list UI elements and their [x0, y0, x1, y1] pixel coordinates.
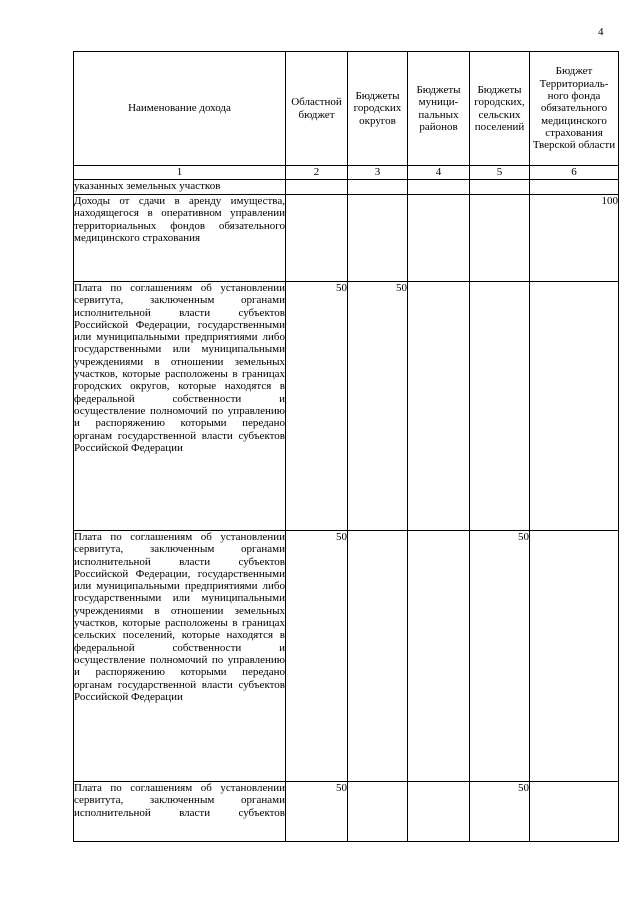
header-territorial-fund-budget: Бюджет Территориаль-ного фонда обязательного медицинского страхования Тверской области [530, 52, 619, 166]
territorial-fund-value: 100 [530, 195, 619, 282]
municipal-district-value [408, 195, 470, 282]
header-settlement-budgets: Бюджеты городских, сельских поселений [470, 52, 530, 166]
settlement-value [470, 195, 530, 282]
column-number: 2 [286, 166, 348, 180]
regional-value [286, 180, 348, 195]
territorial-fund-value [530, 282, 619, 531]
column-number: 1 [74, 166, 286, 180]
municipal-district-value [408, 782, 470, 842]
territorial-fund-value [530, 531, 619, 782]
regional-value: 50 [286, 282, 348, 531]
regional-value: 50 [286, 782, 348, 842]
regional-value [286, 195, 348, 282]
settlement-value [470, 180, 530, 195]
table-row [74, 531, 619, 782]
header-revenue-name: Наименование дохода [74, 52, 286, 166]
city-district-value: 50 [348, 282, 408, 531]
revenue-name: Плата по соглашениям об установлении сервитута, заключенным органами исполнительной власти субъектов Российской Федерации, государственными или муниципальными предприятиями либо государственными или муниципальными учреждениями в отношении земельных участков, которые расположены в границах городских округов, которые находятся в федеральной собственности и осуществление полномочий по управлению и распоряжению которыми передано органам государственной власти субъектов Российской Федерации [74, 282, 286, 531]
header-regional-budget: Областной бюджет [286, 52, 348, 166]
page-number: 4 [598, 26, 604, 38]
settlement-value [470, 282, 530, 531]
city-district-value [348, 195, 408, 282]
city-district-value [348, 180, 408, 195]
table-row [74, 195, 619, 282]
settlement-value: 50 [470, 531, 530, 782]
settlement-value: 50 [470, 782, 530, 842]
column-number: 6 [530, 166, 619, 180]
header-municipal-district-budgets: Бюджеты муници-пальных районов [408, 52, 470, 166]
header-city-district-budgets: Бюджеты городских округов [348, 52, 408, 166]
column-number: 5 [470, 166, 530, 180]
table-row [74, 782, 619, 842]
revenue-name: Плата по соглашениям об установлении сервитута, заключенным органами исполнительной власти субъектов [74, 782, 286, 842]
table-row [74, 282, 619, 531]
revenue-name: Плата по соглашениям об установлении сервитута, заключенным органами исполнительной власти субъектов Российской Федерации, государственными или муниципальными предприятиями либо государственными или муниципальными учреждениями в отношении земельных участков, которые расположены в границах сельских поселений, которые находятся в федеральной собственности и осуществление полномочий по управлению и распоряжению которыми передано органам государственной власти субъектов Российской Федерации [74, 531, 286, 782]
territorial-fund-value [530, 782, 619, 842]
table-row [74, 180, 619, 195]
revenue-name: Доходы от сдачи в аренду имущества, находящегося в оперативном управлении территориальных фондов обязательного медицинского страхования [74, 195, 286, 282]
revenue-name: указанных земельных участков [74, 180, 286, 195]
city-district-value [348, 782, 408, 842]
city-district-value [348, 531, 408, 782]
column-number: 3 [348, 166, 408, 180]
municipal-district-value [408, 180, 470, 195]
budget-revenue-table [73, 51, 619, 842]
municipal-district-value [408, 282, 470, 531]
municipal-district-value [408, 531, 470, 782]
territorial-fund-value [530, 180, 619, 195]
regional-value: 50 [286, 531, 348, 782]
column-number: 4 [408, 166, 470, 180]
